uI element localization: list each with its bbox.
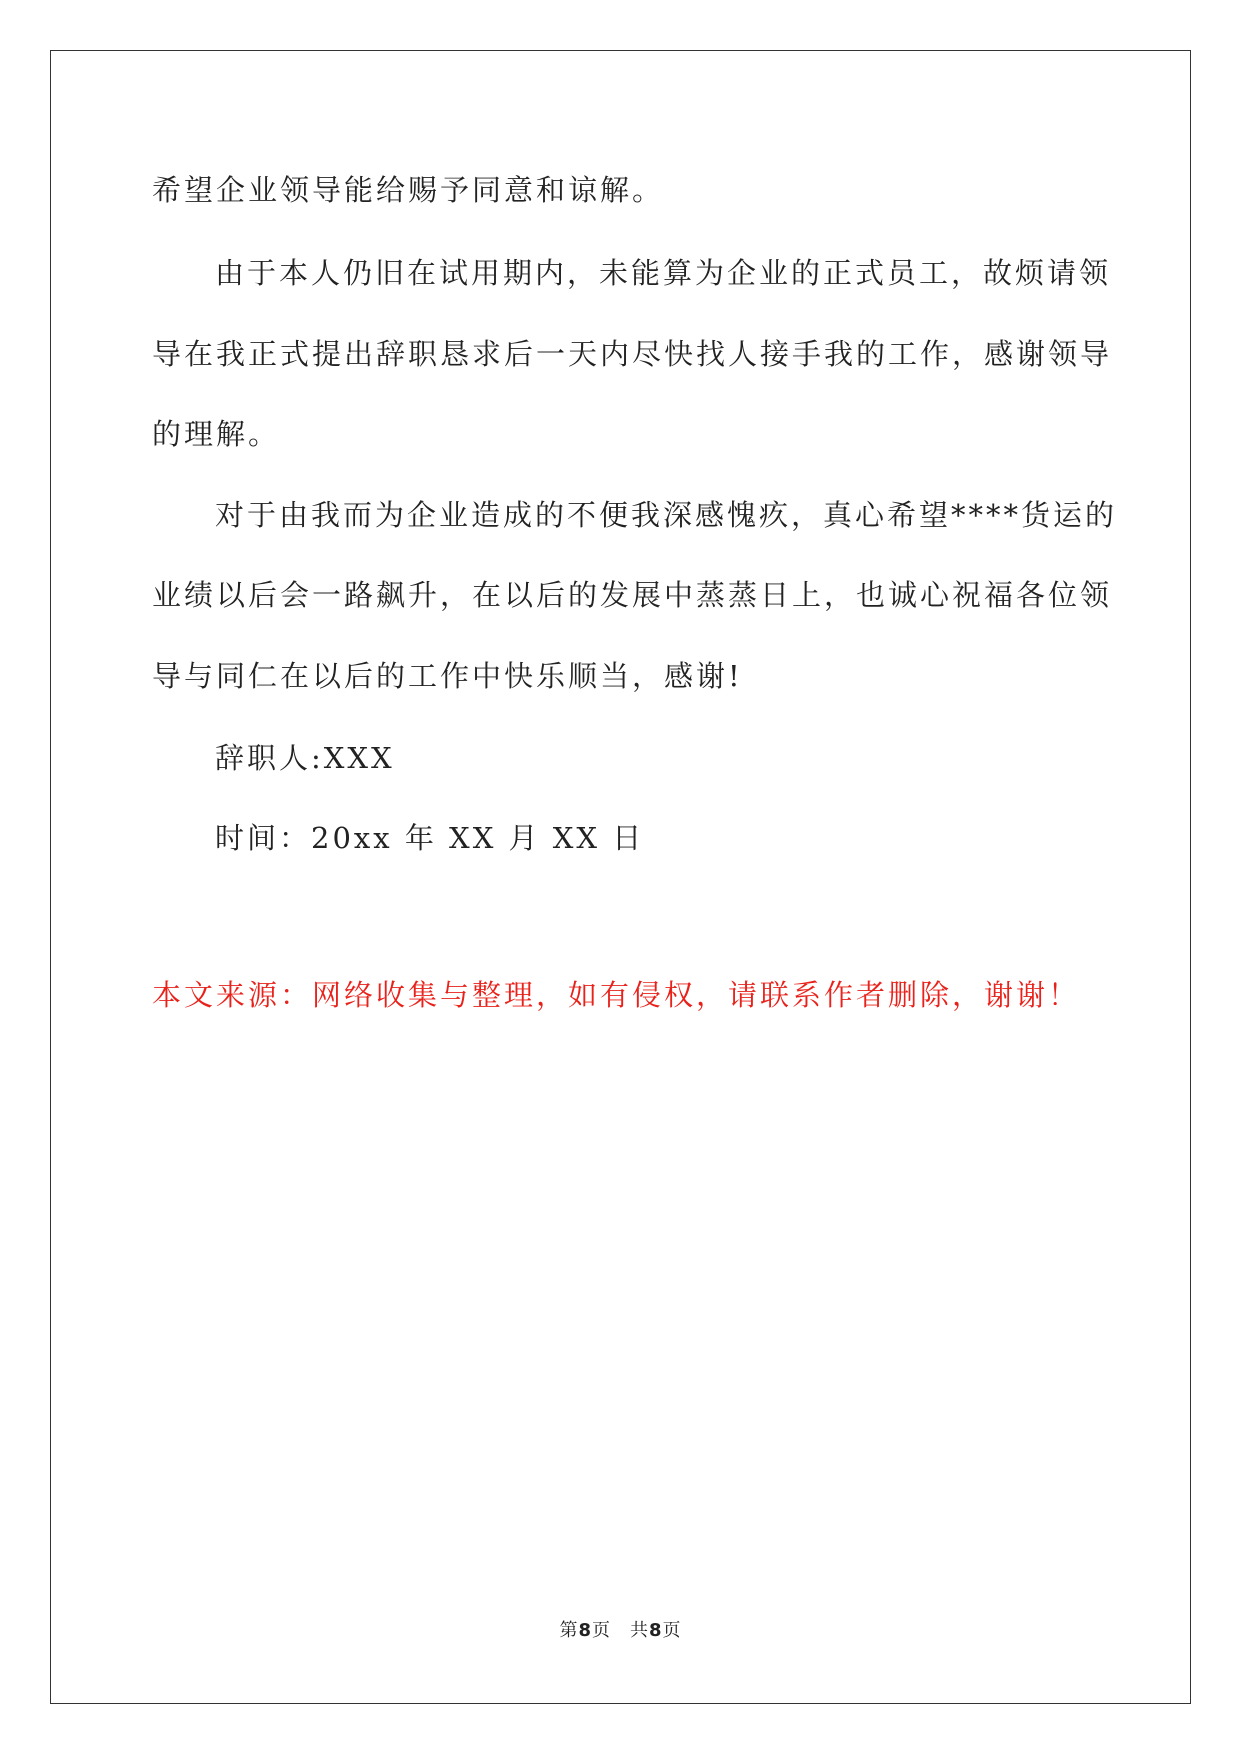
footer-page-current: 8	[578, 1620, 592, 1641]
footer-page-suffix: 页	[662, 1620, 682, 1641]
body-line-4: 的理解。	[152, 417, 281, 451]
footer-page-total: 8	[649, 1620, 663, 1641]
body-line-3: 导在我正式提出辞职恳求后一天内尽快找人接手我的工作，感谢领导	[152, 337, 1113, 371]
body-line-6: 业绩以后会一路飙升，在以后的发展中蒸蒸日上，也诚心祝福各位领	[152, 578, 1113, 612]
footer-page-mid: 页 共	[592, 1620, 649, 1641]
source-note: 本文来源：网络收集与整理，如有侵权，请联系作者删除，谢谢！	[152, 978, 1081, 1012]
body-line-5: 对于由我而为企业造成的不便我深感愧疚，真心希望****货运的	[215, 498, 1118, 532]
body-line-1: 希望企业领导能给赐予同意和谅解。	[152, 173, 665, 207]
signature-line: 辞职人:XXX	[215, 741, 395, 775]
footer-page-prefix: 第	[559, 1620, 579, 1641]
date-line: 时间：20xx 年 XX 月 XX 日	[215, 821, 645, 855]
page-footer	[0, 1616, 1241, 1642]
body-line-2: 由于本人仍旧在试用期内，未能算为企业的正式员工，故烦请领	[215, 256, 1112, 290]
page-frame	[50, 50, 1191, 1704]
body-line-7: 导与同仁在以后的工作中快乐顺当，感谢!	[152, 659, 743, 693]
